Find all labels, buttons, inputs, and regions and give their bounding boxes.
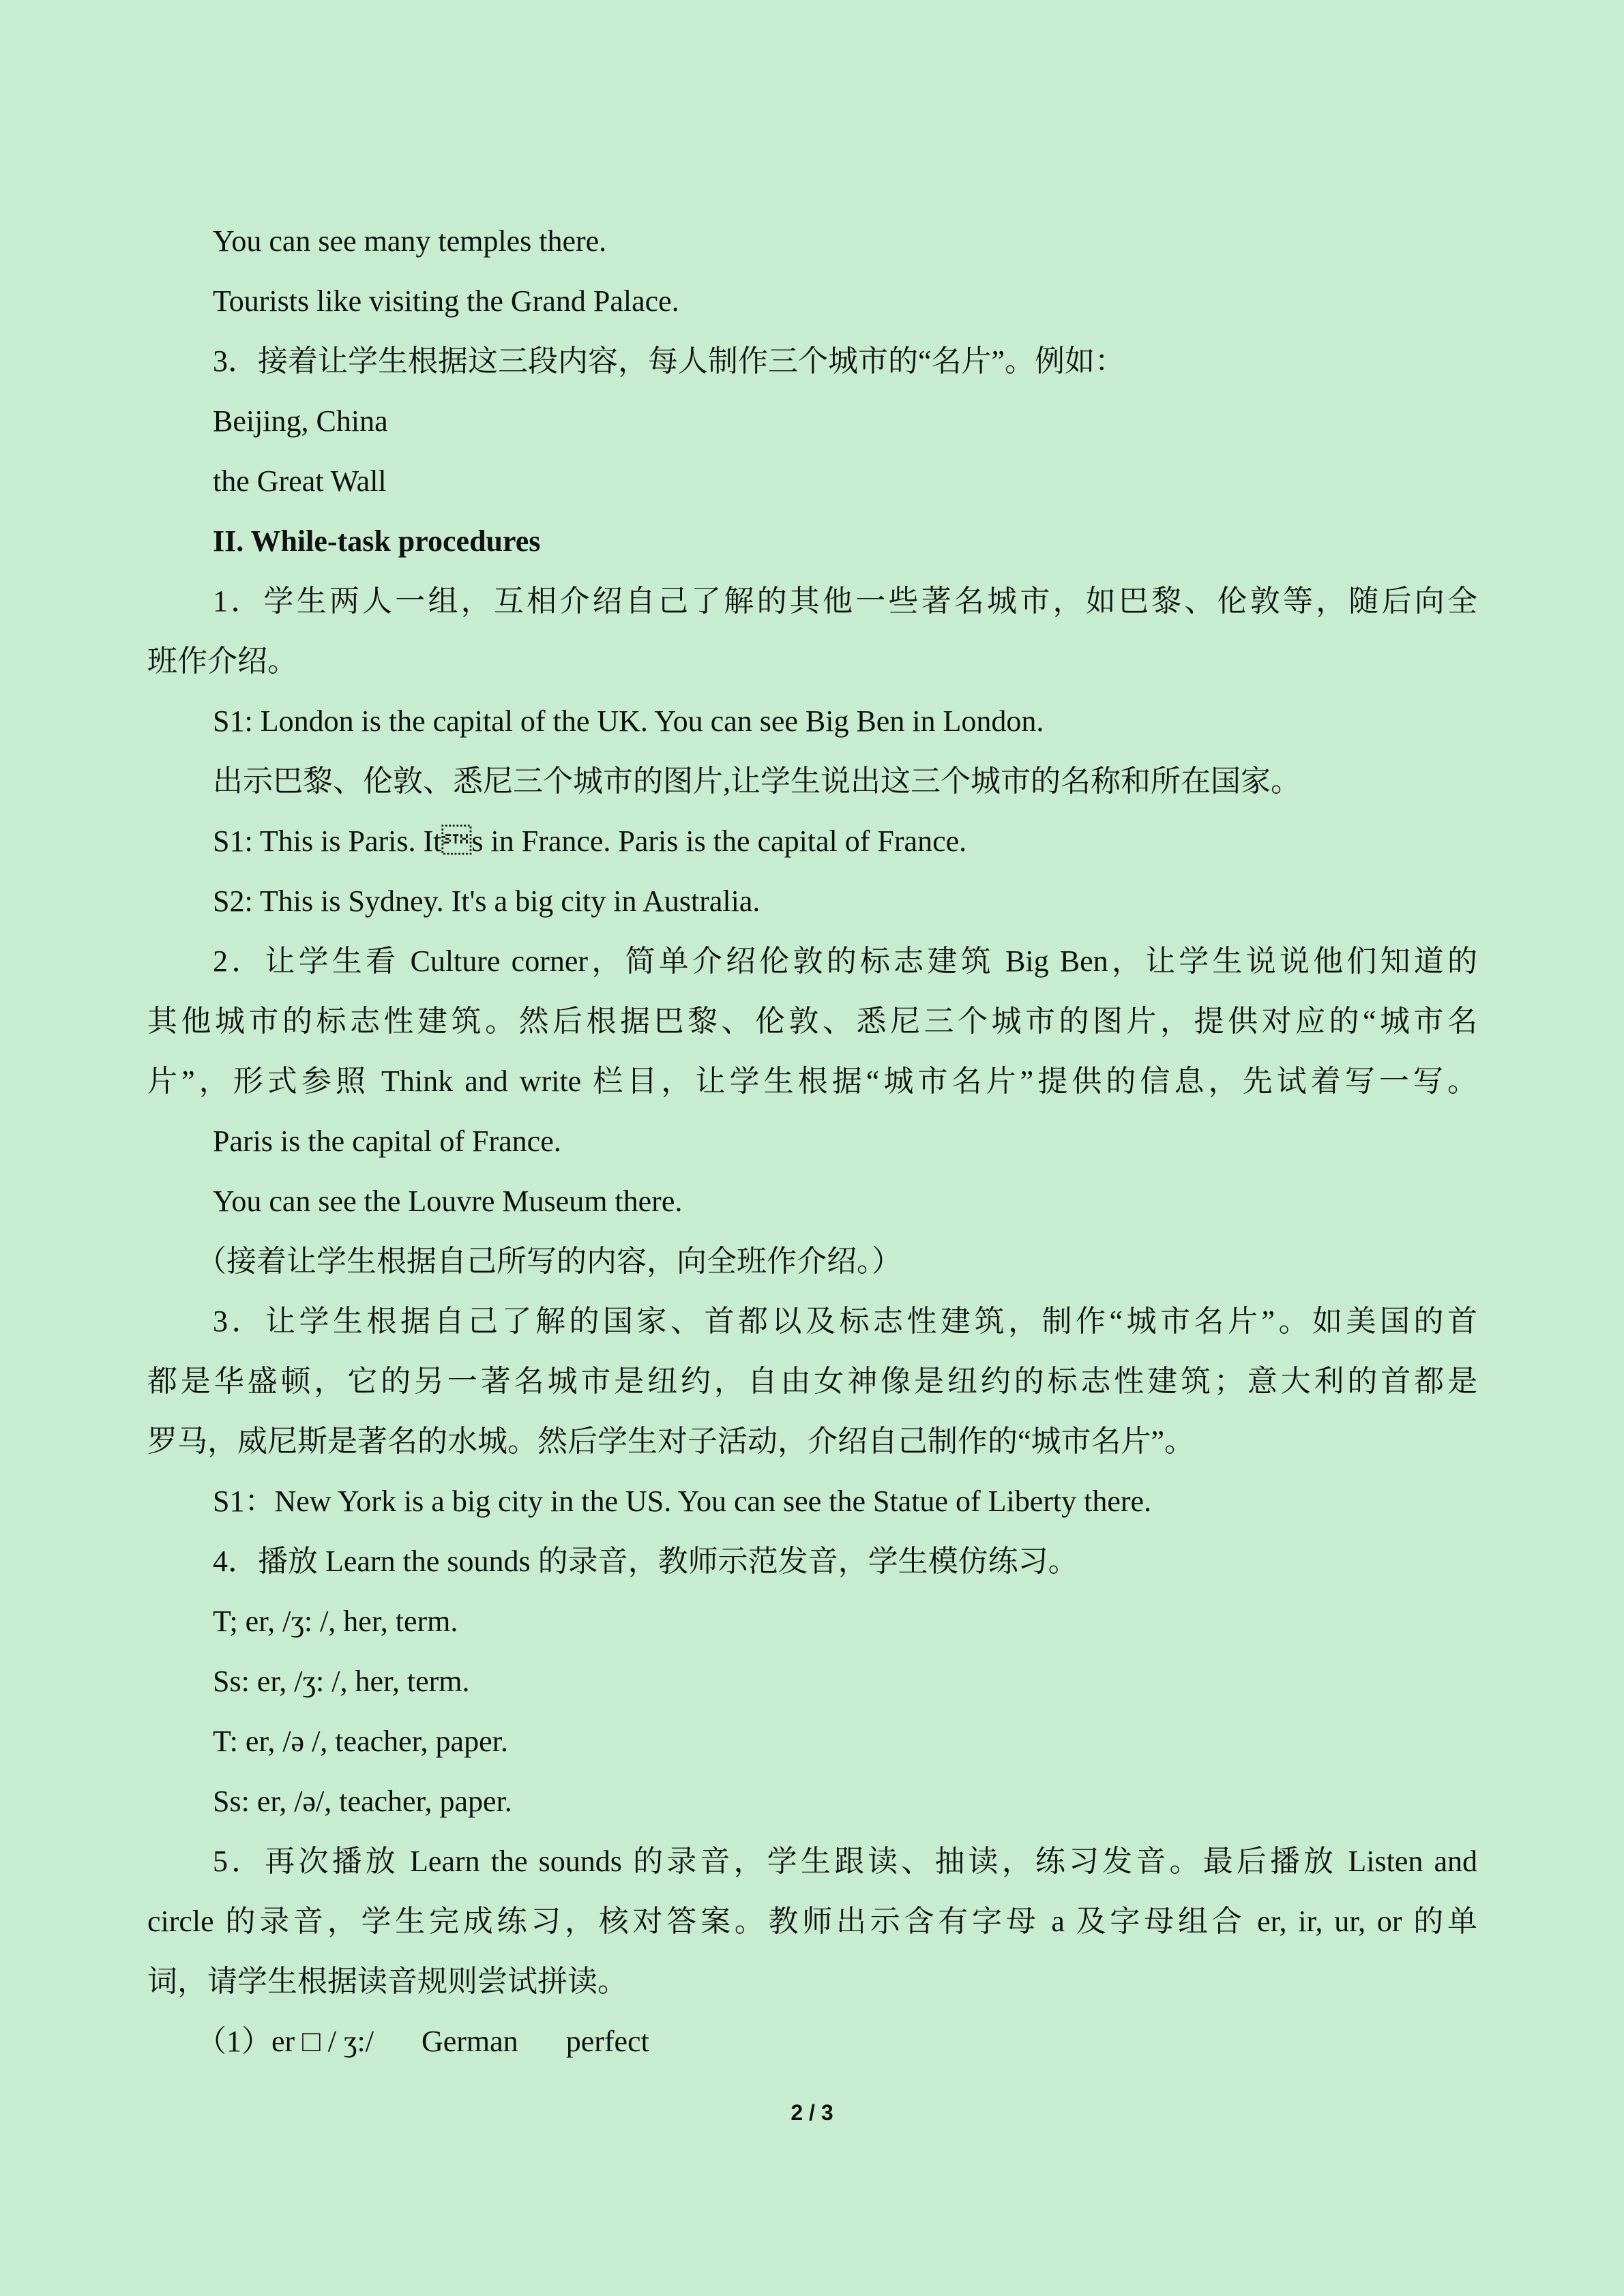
text-line: 出示巴黎、伦敦、悉尼三个城市的图片,让学生说出这三个城市的名称和所在国家。 xyxy=(213,764,1301,798)
text-line: 片”，形式参照 Think and write 栏目，让学生根据“城市名片”提供的信息，先试着写一写。 xyxy=(147,1064,1477,1098)
text-line: 词，请学生根据读音规则尝试拼读。 xyxy=(147,1965,628,1998)
phonetics-line: T; er, /ʒ: /, her, term. xyxy=(213,1605,458,1638)
example-word: perfect xyxy=(565,2025,649,2058)
text-line: 都是华盛顿，它的另一著名城市是纽约，自由女神像是纽约的标志性建筑；意大利的首都是 xyxy=(147,1365,1477,1398)
text-line: （接着让学生根据自己所写的内容，向全班作介绍。） xyxy=(196,1244,902,1278)
section-heading: II. While-task procedures xyxy=(213,524,541,558)
phonetics-label: （1）er □ / ʒ:/ xyxy=(196,2025,374,2058)
text-line: 1．学生两人一组，互相介绍自己了解的其他一些著名城市，如巴黎、伦敦等，随后向全 xyxy=(213,584,1477,618)
text-line: You can see many temples there. xyxy=(213,224,607,258)
text-line: 4．播放 Learn the sounds 的录音，教师示范发音，学生模仿练习。 xyxy=(213,1545,1078,1578)
text-line: Beijing, China xyxy=(213,404,388,438)
dialogue-line: S1：New York is a big city in the US. You can see the Statue of Liberty there. xyxy=(213,1485,1152,1518)
text-line: 3．让学生根据自己了解的国家、首都以及标志性建筑，制作“城市名片”。如美国的首 xyxy=(213,1304,1477,1338)
dialogue-line: S2: This is Sydney. It's a big city in Australia. xyxy=(213,884,761,918)
phonetics-line: Ss: er, /ə/, teacher, paper. xyxy=(213,1785,512,1818)
dialogue-line: S1: London is the capital of the UK. You can see Big Ben in London. xyxy=(213,704,1044,738)
text-line: 2．让学生看 Culture corner，简单介绍伦敦的标志建筑 Big Ben，让学生说说他们知道的 xyxy=(213,944,1477,978)
text-line: Paris is the capital of France. xyxy=(213,1124,561,1158)
text-line: 5．再次播放 Learn the sounds 的录音，学生跟读、抽读，练习发音。最后播放 Listen and xyxy=(213,1845,1477,1878)
text-line: 罗马，威尼斯是著名的水城。然后学生对子活动，介绍自己制作的“城市名片”。 xyxy=(147,1425,1195,1458)
dialogue-line: S1: This is Paris. Its in France. Paris is the capital of France. xyxy=(213,824,967,858)
phonetics-line: Ss: er, /ʒ: /, her, term. xyxy=(213,1665,470,1698)
page-number: 2 / 3 xyxy=(791,2100,833,2125)
text-line: 3．接着让学生根据这三段内容，每人制作三个城市的“名片”。例如： xyxy=(213,344,1125,378)
text-line: circle 的录音，学生完成练习，核对答案。教师出示含有字母 a 及字母组合 er, ir, ur, or 的单 xyxy=(147,1905,1477,1938)
text-line: 班作介绍。 xyxy=(147,644,297,678)
text-line: 其他城市的标志性建筑。然后根据巴黎、伦敦、悉尼三个城市的图片，提供对应的“城市名 xyxy=(147,1004,1477,1038)
text-line: the Great Wall xyxy=(213,464,387,498)
phonetics-example-line xyxy=(147,2012,1477,2072)
document-body xyxy=(147,211,1477,2072)
text-line: Tourists like visiting the Grand Palace. xyxy=(213,284,679,318)
example-word: German xyxy=(421,2025,518,2058)
text-line: You can see the Louvre Museum there. xyxy=(213,1184,683,1218)
phonetics-line: T: er, /ə /, teacher, paper. xyxy=(213,1725,508,1758)
